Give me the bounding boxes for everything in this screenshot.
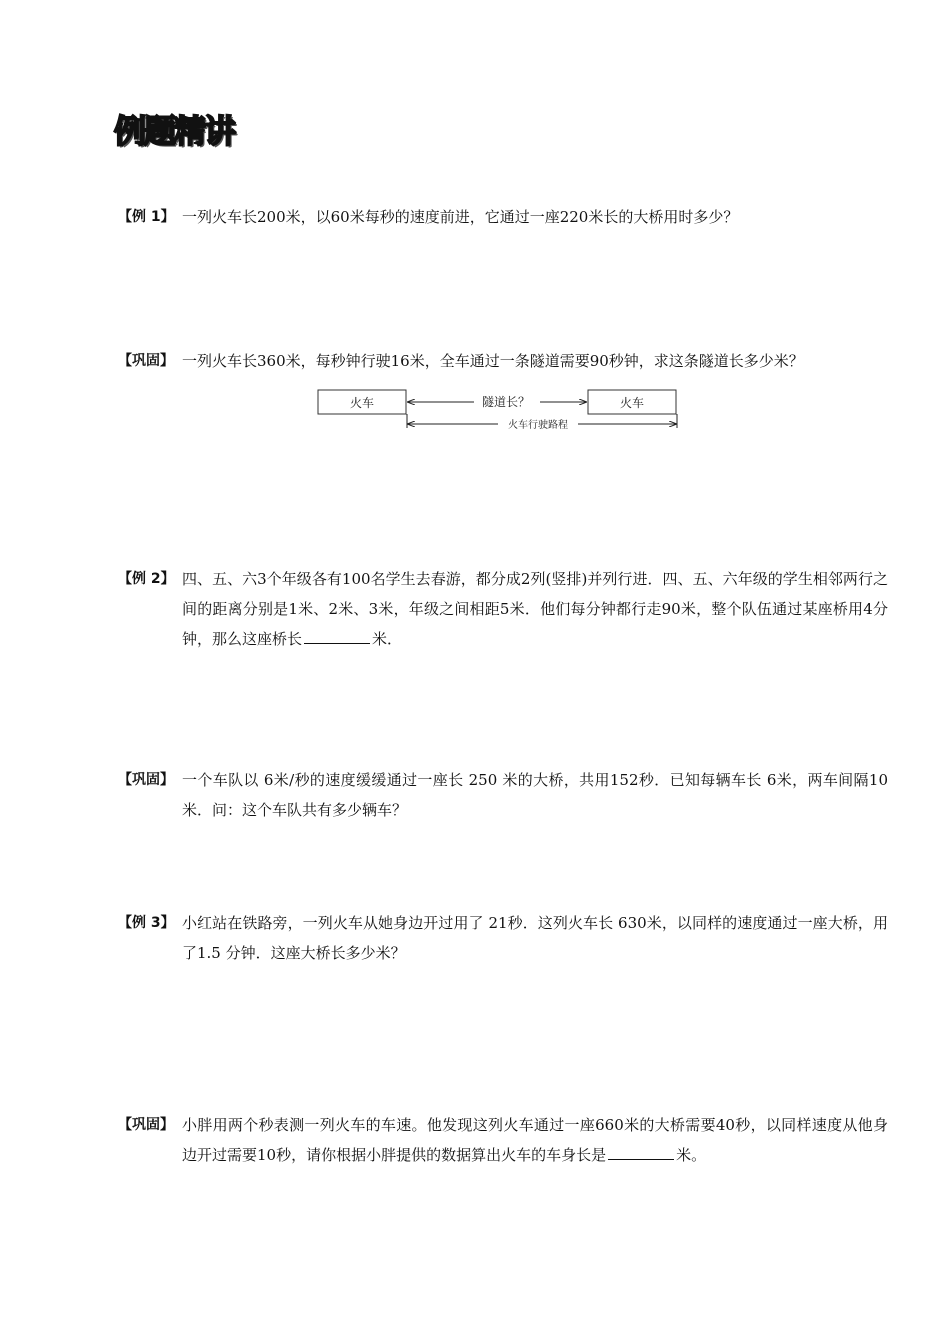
problem-text-start: 小胖用两个秒表测一列火车的车速。他发现这列火车通过一座660米的大桥需要40秒，以同样速度从他身边开过需要10秒，请你根据小胖提供的数据算出火车的车身长是 xyxy=(182,1116,888,1164)
problem-example-2 xyxy=(118,564,888,654)
train-right-label: 火车 xyxy=(619,396,645,410)
problem-consolidation-1 xyxy=(118,346,888,376)
problem-tag: 【例 2】 xyxy=(118,571,175,587)
problem-consolidation-3 xyxy=(118,1110,888,1170)
problem-tag: 【例 1】 xyxy=(118,209,175,225)
problem-text xyxy=(182,564,888,654)
problem-text: 一列火车长360米，每秒钟行驶16米，全车通过一条隧道需要90秒钟，求这条隧道长多少米？ xyxy=(182,352,804,370)
problem-text-end: 米． xyxy=(372,630,403,648)
answer-blank[interactable] xyxy=(608,1143,674,1160)
answer-blank[interactable] xyxy=(304,627,370,644)
problem-tag: 【巩固】 xyxy=(118,772,174,788)
problem-text xyxy=(182,1110,888,1170)
problem-tag: 【巩固】 xyxy=(118,1117,174,1133)
problem-example-3 xyxy=(118,908,888,968)
train-left-label: 火车 xyxy=(349,396,375,410)
tunnel-diagram xyxy=(310,382,690,436)
problem-consolidation-2 xyxy=(118,765,888,825)
tunnel-length-label: 隧道长？ xyxy=(481,395,531,409)
distance-label: 火车行驶路程 xyxy=(508,420,568,431)
problem-tag: 【巩固】 xyxy=(118,353,174,369)
problem-text-start: 四、五、六3个年级各有100名学生去春游，都分成2列(竖排)并列行进．四、五、六年级的学生相邻两行之间的距离分别是1米、2米、3米，年级之间相距5米．他们每分钟都行走90米，整个队伍通过某座桥用4分钟，那么这座桥长 xyxy=(182,570,888,648)
problem-text-end: 米。 xyxy=(676,1146,707,1164)
problem-text: 一个车队以 6米/秒的速度缓缓通过一座长 250 米的大桥，共用152秒．已知每辆车长 6米，两车间隔10米．问：这个车队共有多少辆车？ xyxy=(182,771,888,819)
problem-text: 一列火车长200米，以60米每秒的速度前进，它通过一座220米长的大桥用时多少？ xyxy=(182,208,739,226)
problem-example-1 xyxy=(118,202,888,232)
problem-text: 小红站在铁路旁，一列火车从她身边开过用了 21秒．这列火车长 630米，以同样的速度通过一座大桥，用了1.5 分钟．这座大桥长多少米？ xyxy=(182,914,888,962)
problem-tag: 【例 3】 xyxy=(118,915,175,931)
section-title: 例题精讲 xyxy=(114,112,235,150)
